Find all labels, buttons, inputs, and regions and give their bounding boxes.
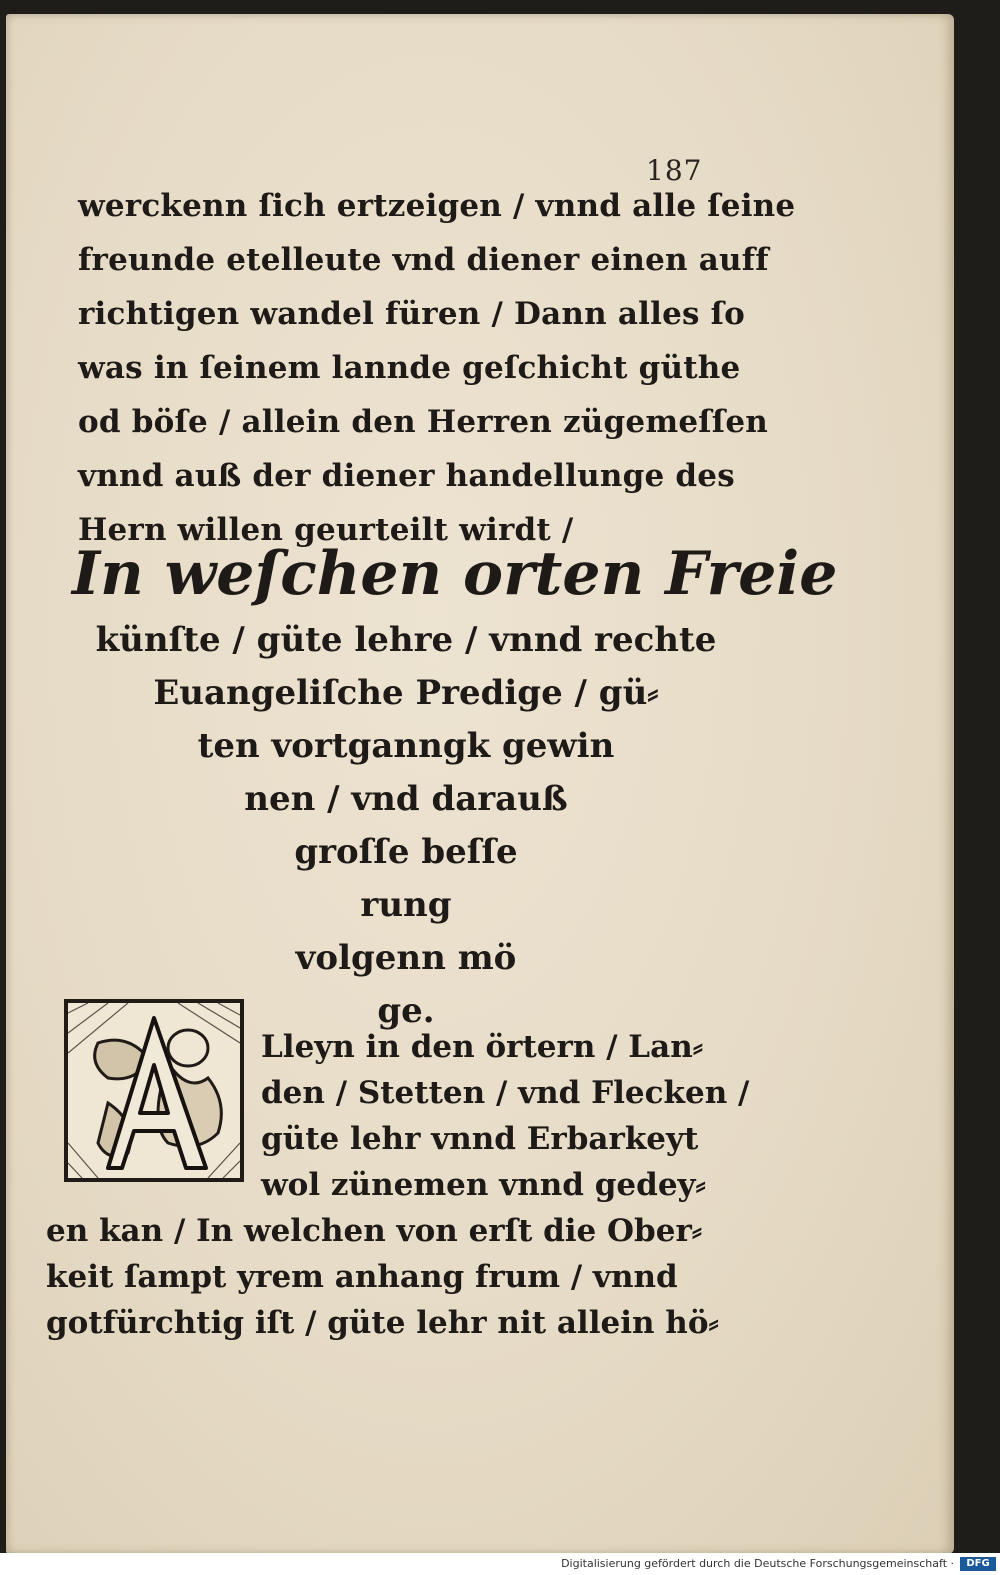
text-line: richtigen wandel füren / Dann alles ſo <box>78 296 746 332</box>
text-line: gotfürchtig iſt / güte lehr nit allein hö⸗ <box>46 1305 719 1341</box>
text-line: vnnd auß der diener handellunge des <box>78 458 735 494</box>
text-line: keit ſampt yrem anhang frum / vnnd <box>46 1259 678 1295</box>
text-line: wol zünemen vnnd gedey⸗ <box>261 1167 706 1203</box>
heading-line: künſte / güte lehre / vnnd rechte <box>95 620 717 660</box>
paragraph-2 <box>46 1024 750 1346</box>
page-number: 187 <box>646 154 703 187</box>
text-line: werckenn ſich ertzeigen / vnnd alle ſeine <box>78 188 796 224</box>
text-line: Hern willen geurteilt wirdt / <box>78 512 574 548</box>
text-line: güte lehr vnnd Erbarkeyt <box>261 1121 699 1157</box>
heading-line: ge. <box>377 991 435 1031</box>
heading-line: groſſe beſſe <box>294 832 518 872</box>
heading-title: In weſchen orten Freie <box>72 539 838 609</box>
book-page <box>6 14 954 1554</box>
text-line: en kan / In welchen von erſt die Ober⸗ <box>46 1213 703 1249</box>
heading-line: Euangeliſche Predige / gü⸗ <box>153 673 659 713</box>
text-line: den / Stetten / vnd Flecken / <box>261 1075 750 1111</box>
text-line: od böſe / allein den Herren zügemeſſen <box>78 404 768 440</box>
heading-line: volgenn mö <box>295 938 517 978</box>
dfg-logo: DFG <box>960 1557 996 1571</box>
paragraph-1 <box>78 179 796 557</box>
heading-line: ten vortganngk gewin <box>197 726 615 766</box>
text-line: Lleyn in den örtern / Lan⸗ <box>261 1029 704 1065</box>
footer-bar <box>0 1553 1000 1575</box>
section-heading <box>66 534 838 1038</box>
funding-notice: Digitalisierung gefördert durch die Deutsche Forschungsgemeinschaft · <box>561 1557 954 1570</box>
text-line: freunde etelleute vnd diener einen auff <box>78 242 769 278</box>
heading-line: rung <box>360 885 452 925</box>
text-line: was in ſeinem lannde geſchicht güthe <box>78 350 741 386</box>
heading-line: nen / vnd darauß <box>244 779 568 819</box>
